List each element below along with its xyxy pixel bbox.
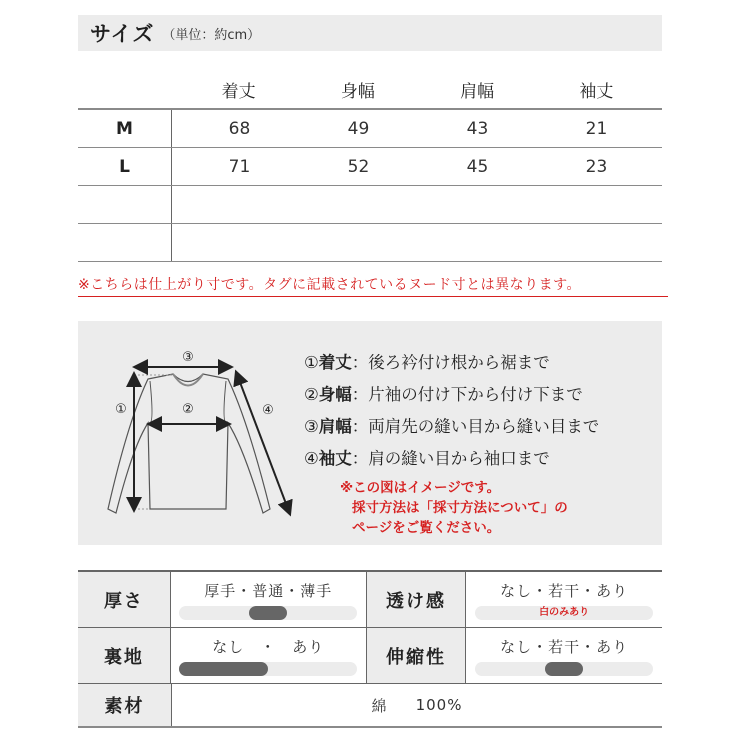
note-line: ページをご覧ください。: [352, 520, 501, 536]
legend-item-sleeve-length: [304, 443, 599, 475]
size-header: [78, 15, 662, 51]
stretch-label: 伸縮性: [367, 628, 467, 683]
note-line: 採寸方法は「採寸方法について」の: [352, 500, 568, 516]
thickness-indicator: [249, 606, 287, 620]
column-header-sleeve-length: 袖丈: [579, 81, 614, 102]
table-row-empty: [78, 186, 662, 224]
material-value: [172, 684, 662, 726]
legend-label: 肩幅: [318, 417, 352, 436]
size-value: 45: [466, 156, 489, 177]
fabric-attributes-table: [78, 570, 662, 728]
legend-label: 着丈: [318, 353, 352, 372]
legend-label: 身幅: [318, 385, 352, 404]
transparency-label: 透け感: [367, 572, 467, 627]
size-table-header: [78, 70, 662, 110]
legend-item-length: [304, 347, 599, 379]
column-header-length: 着丈: [221, 81, 256, 102]
measurement-diagram-panel: [78, 321, 662, 545]
transparency-scale: [475, 606, 653, 620]
size-table: [78, 70, 662, 262]
legend-number: ②: [304, 385, 319, 404]
lining-label: 裏地: [78, 628, 171, 683]
lining-indicator: [179, 662, 268, 676]
legend-label: 袖丈: [318, 449, 352, 468]
diagram-note: [340, 478, 568, 538]
legend-item-body-width: [304, 379, 599, 411]
column-header-body-width: 身幅: [340, 81, 375, 102]
legend-number: ①: [304, 353, 319, 372]
table-row-empty: [78, 224, 662, 262]
attr-row: [78, 628, 662, 684]
legend-item-shoulder-width: [304, 411, 599, 443]
legend-description: ：肩の縫い目から袖口まで: [351, 449, 550, 468]
size-value: 68: [228, 118, 251, 139]
material-percent: 100%: [415, 696, 463, 714]
marker-2: ②: [182, 402, 194, 417]
size-label: L: [78, 148, 172, 185]
thickness-label: 厚さ: [78, 572, 171, 627]
lining-scale: [179, 662, 357, 676]
transparency-note: 白のみあり: [539, 607, 590, 618]
legend-description: ：後ろ衿付け根から裾まで: [351, 353, 550, 372]
attr-row: [78, 572, 662, 628]
page-title: サイズ: [90, 22, 155, 46]
measurement-legend: [304, 347, 599, 475]
stretch-scale: [475, 662, 653, 676]
finished-size-notice: ※こちらは仕上がり寸です。タグに記載されているヌード寸とは異なります。: [78, 274, 668, 297]
unit-label: （単位：約cm）: [162, 27, 261, 43]
transparency-value: [466, 572, 662, 627]
size-value: 71: [228, 156, 251, 177]
size-value: 23: [585, 156, 608, 177]
material-fiber: 綿: [371, 696, 388, 715]
marker-3: ③: [182, 350, 194, 365]
legend-number: ③: [304, 417, 319, 436]
stretch-indicator: [545, 662, 583, 676]
thickness-value: [171, 572, 367, 627]
legend-description: ：片袖の付け下から付け下まで: [351, 385, 583, 404]
transparency-options: なし・若干・あり: [500, 582, 629, 600]
material-label: 素材: [78, 684, 172, 726]
size-value: 43: [466, 118, 489, 139]
thickness-options: 厚手・普通・薄手: [204, 582, 333, 600]
legend-number: ④: [304, 449, 319, 468]
size-label: [78, 224, 172, 261]
lining-value: [171, 628, 367, 683]
stretch-options: なし・若干・あり: [500, 638, 629, 656]
stretch-value: [466, 628, 662, 683]
size-value: 49: [347, 118, 370, 139]
size-header-blank: [78, 70, 171, 108]
column-header-shoulder-width: 肩幅: [460, 81, 495, 102]
size-value: 52: [347, 156, 370, 177]
attr-row: [78, 684, 662, 728]
lining-options: なし ・ あり: [212, 638, 325, 656]
note-line: ※この図はイメージです。: [340, 480, 501, 496]
shirt-diagram-icon: [88, 341, 298, 541]
table-row: [78, 148, 662, 186]
size-label: [78, 186, 172, 223]
table-row: [78, 110, 662, 148]
thickness-scale: [179, 606, 357, 620]
marker-4: ④: [262, 403, 274, 418]
size-value: 21: [585, 118, 608, 139]
marker-1: ①: [115, 402, 127, 417]
size-label: M: [78, 110, 172, 147]
legend-description: ：両肩先の縫い目から縫い目まで: [351, 417, 600, 436]
